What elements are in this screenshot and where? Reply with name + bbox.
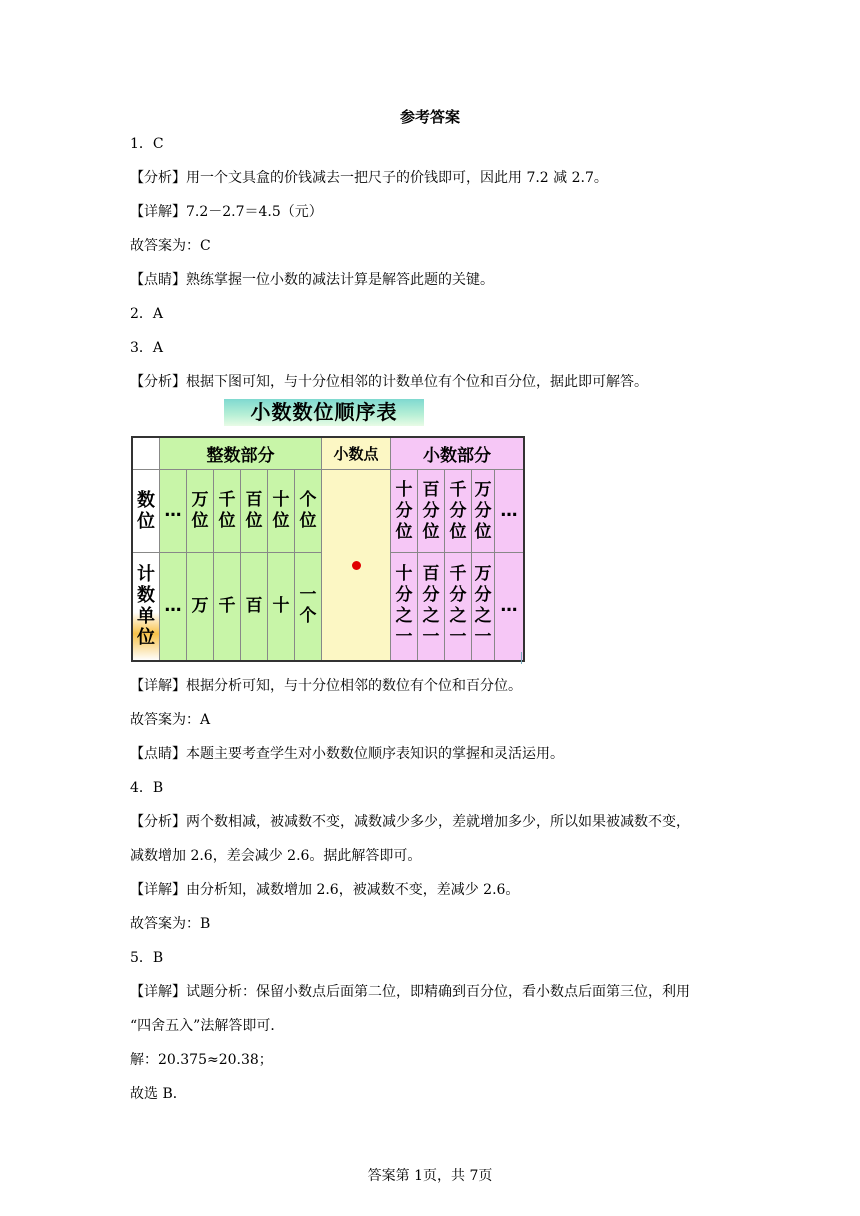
unit-dec-ellipsis: … (495, 553, 525, 661)
unit-wan: 万 (187, 553, 214, 661)
unit-qian: 千 (214, 553, 241, 661)
integer-part-header: 整数部分 (160, 437, 322, 470)
row-label-place-text: 数位 (137, 490, 155, 532)
note-3: 【点睛】本题主要考查学生对小数数位顺序表知识的掌握和灵活运用。 (130, 746, 564, 762)
detail-5: 【详解】试题分析：保留小数点后面第二位，即精确到百分位，看小数点后面第三位，利用 (130, 984, 690, 1000)
decimal-part-header: 小数部分 (391, 437, 525, 470)
place-thousandths: 千分位 (445, 470, 472, 553)
place-bai: 百位 (241, 470, 268, 553)
analysis-3: 【分析】根据下图可知，与十分位相邻的计数单位有个位和百分位，据此即可解答。 (130, 374, 648, 390)
table-title: 小数数位顺序表 (224, 399, 424, 426)
divider (521, 652, 522, 664)
row-label-place (132, 470, 160, 553)
place-hundredths: 百分位 (418, 470, 445, 553)
place-qian: 千位 (214, 470, 241, 553)
conclusion-4: 故答案为：B (130, 916, 211, 932)
unit-ellipsis: … (160, 553, 187, 661)
solution-5: 解：20.375≈20.38； (130, 1052, 273, 1068)
analysis-4-cont: 减数增加 2.6，差会减少 2.6。据此解答即可。 (130, 848, 422, 864)
dec-ellipsis: … (495, 470, 525, 553)
unit-thousandths: 千分之一 (445, 553, 472, 661)
answer-3: 3．A (130, 340, 164, 356)
place-ge: 个位 (295, 470, 322, 553)
row-label-unit-text: 计数单位 (137, 564, 155, 649)
row-label-unit (132, 553, 160, 661)
conclusion-5: 故选 B． (130, 1086, 187, 1102)
decimal-point-cell (322, 470, 391, 661)
detail-3: 【详解】根据分析可知，与十分位相邻的数位有个位和百分位。 (130, 678, 522, 694)
unit-bai: 百 (241, 553, 268, 661)
unit-shi: 十 (268, 553, 295, 661)
conclusion-1: 故答案为：C (130, 238, 211, 254)
corner-cell (132, 437, 160, 470)
decimal-point-dot (352, 561, 361, 570)
decimal-point-header: 小数点 (322, 437, 391, 470)
page-title: 参考答案 (399, 108, 460, 126)
place-tenths: 十分位 (391, 470, 418, 553)
place-shi: 十位 (268, 470, 295, 553)
place-wan: 万位 (187, 470, 214, 553)
unit-hundredths: 百分之一 (418, 553, 445, 661)
place-ten-thousandths: 万分位 (472, 470, 495, 553)
detail-5-cont: “四舍五入”法解答即可． (130, 1018, 285, 1034)
answer-5: 5．B (130, 950, 164, 966)
answer-4: 4．B (130, 780, 164, 796)
conclusion-3: 故答案为：A (130, 712, 211, 728)
int-ellipsis: … (160, 470, 187, 553)
detail-4: 【详解】由分析知，减数增加 2.6，被减数不变，差减少 2.6。 (130, 882, 520, 898)
analysis-4: 【分析】两个数相减，被减数不变，减数减少多少，差就增加多少，所以如果被减数不变， (130, 814, 690, 830)
place-value-table (131, 436, 525, 662)
answer-2: 2．A (130, 306, 164, 322)
analysis-1: 【分析】用一个文具盒的价钱减去一把尺子的价钱即可，因此用 7.2 减 2.7。 (130, 170, 608, 186)
unit-ten-thousandths: 万分之一 (472, 553, 495, 661)
unit-tenths: 十分之一 (391, 553, 418, 661)
answer-1: 1．C (130, 136, 164, 152)
page-footer: 答案第 1页，共 7页 (367, 1168, 493, 1184)
unit-ge: 一个 (295, 553, 322, 661)
detail-1: 【详解】7.2－2.7＝4.5（元） (130, 204, 323, 220)
note-1: 【点睛】熟练掌握一位小数的减法计算是解答此题的关键。 (130, 272, 494, 288)
